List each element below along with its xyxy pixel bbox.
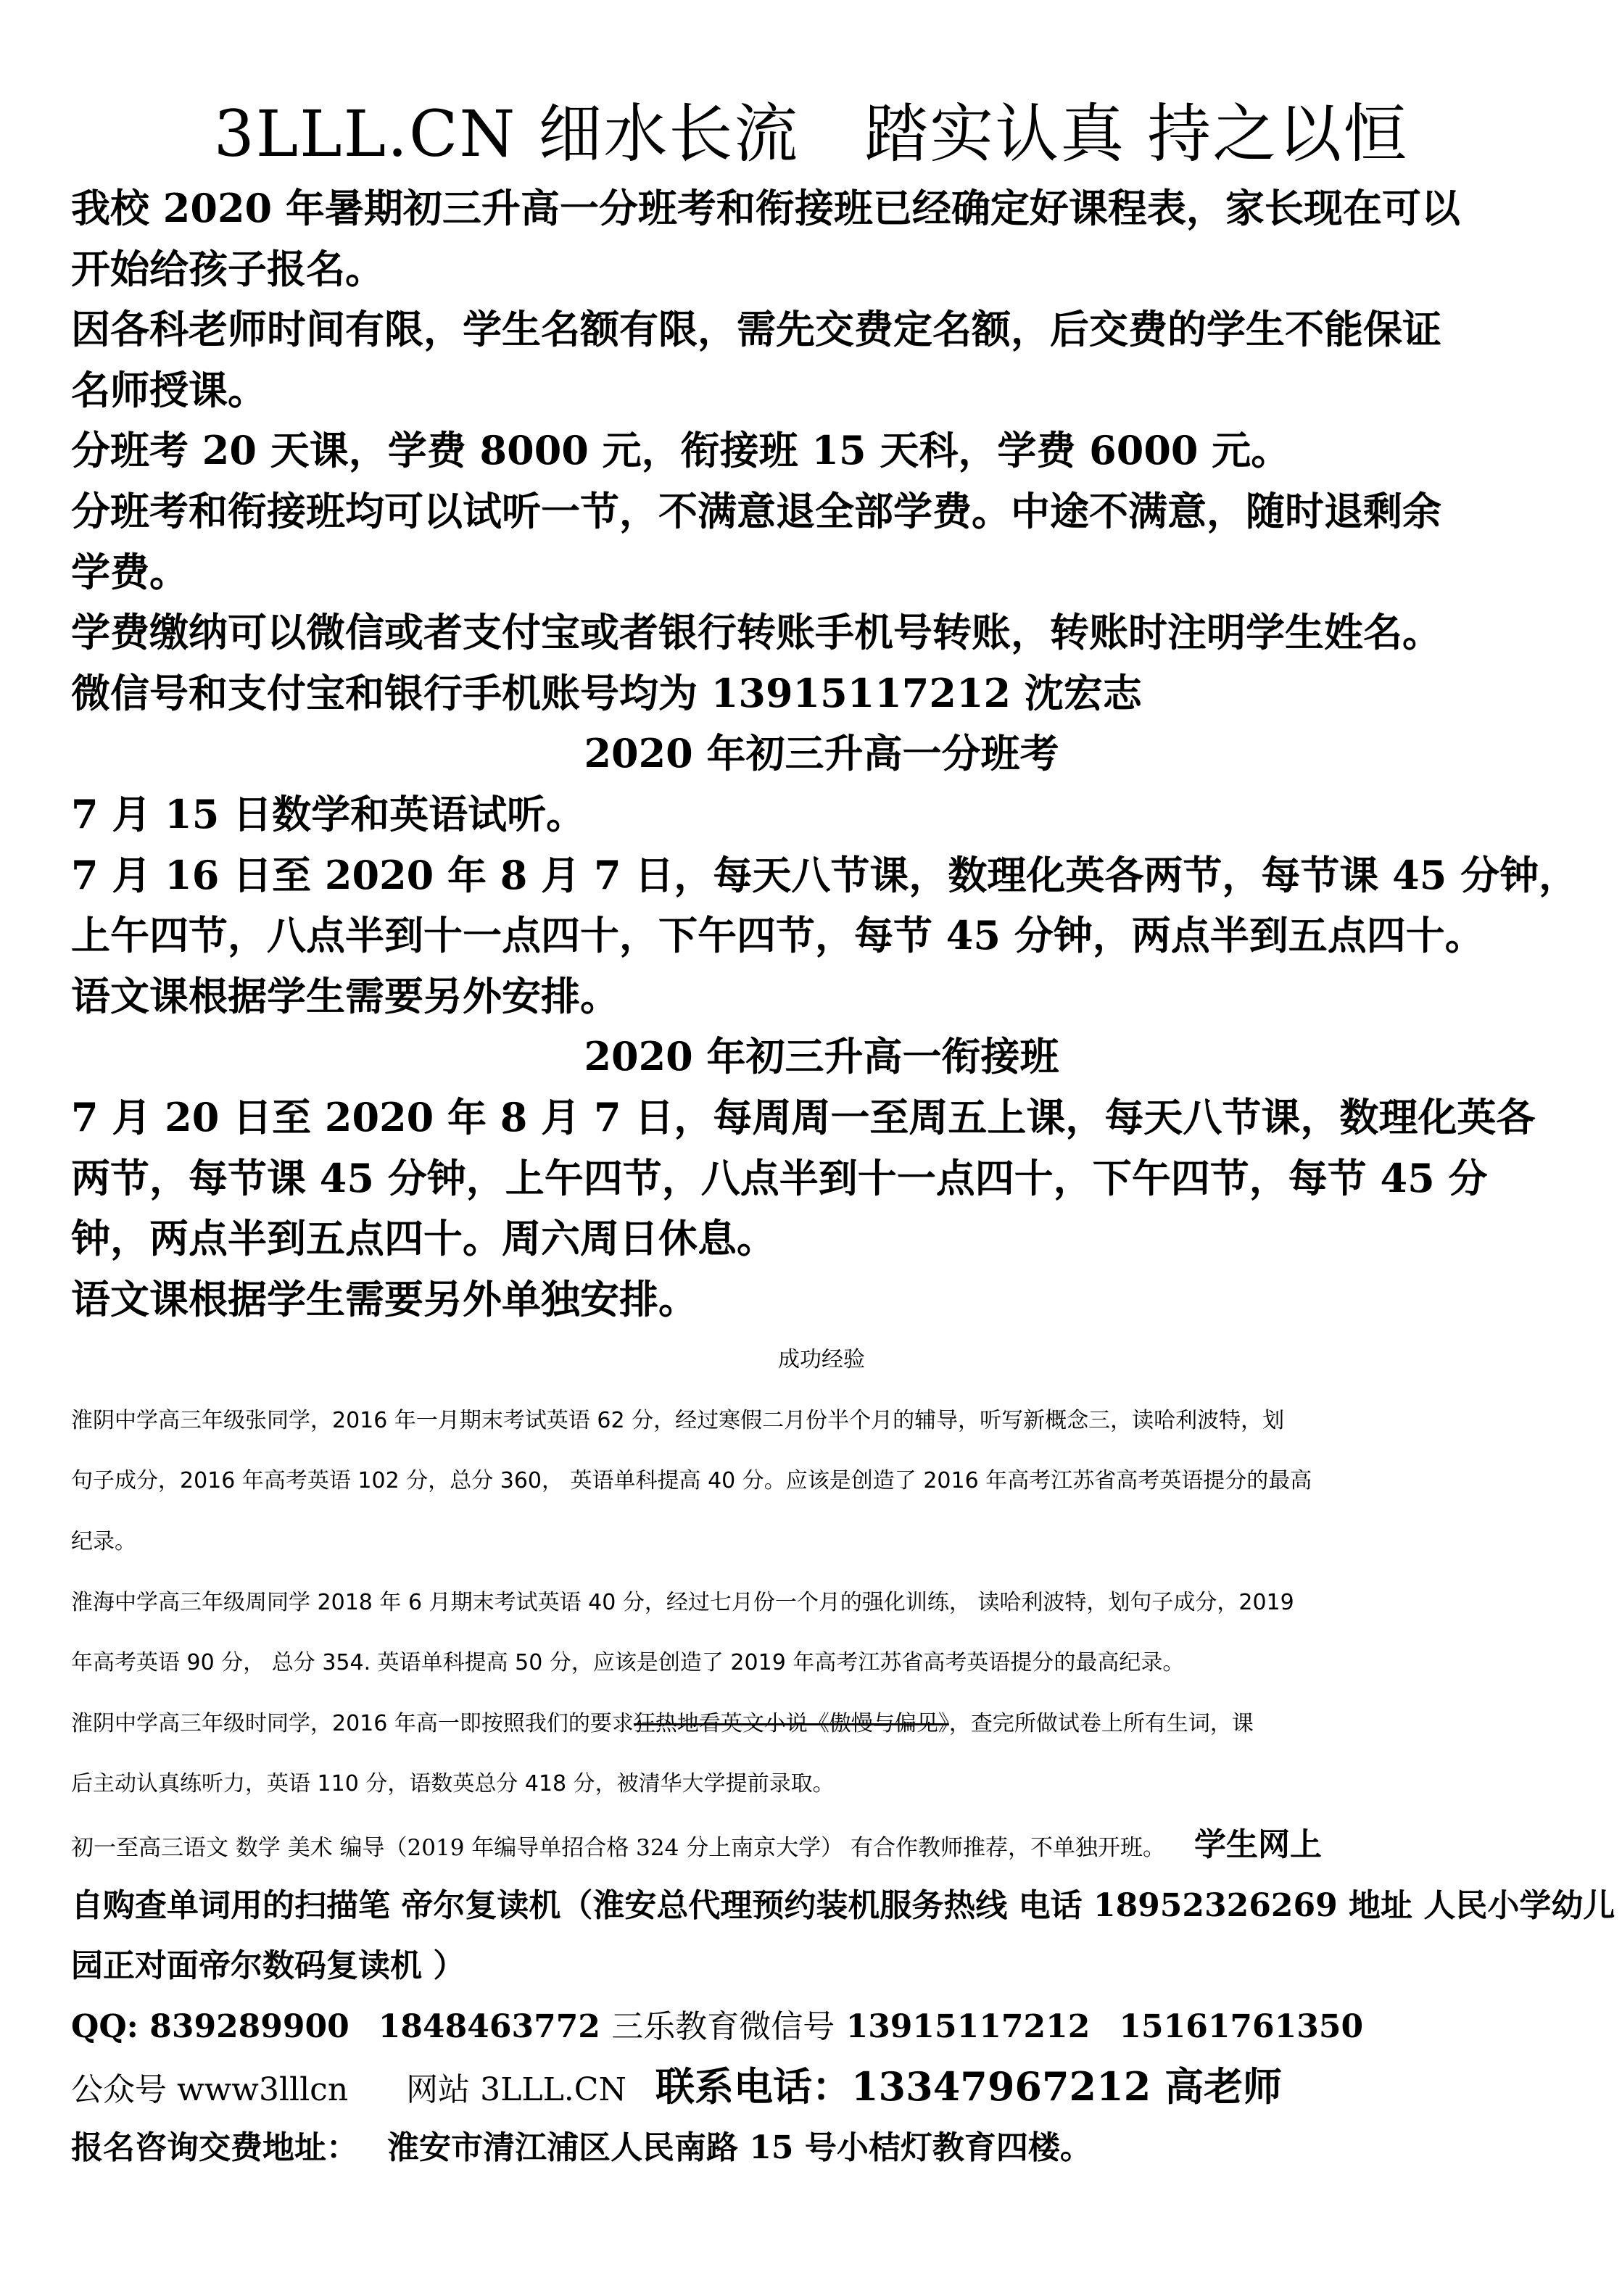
section-line: 7 月 16 日至 2020 年 8 月 7 日，每天八节课，数理化英各两节，每节课 45 分钟， xyxy=(71,851,1578,898)
success-heading: 成功经验 xyxy=(778,1347,865,1373)
section-heading: 2020 年初三升高一衔接班 xyxy=(584,1033,1059,1080)
success-text: 淮阴中学高三年级时同学，2016 年高一即按照我们的要求 xyxy=(71,1710,634,1736)
intro-line: 名师授课。 xyxy=(71,366,267,413)
contact-site-line xyxy=(71,2057,1572,2118)
address: 淮安市清江浦区人民南路 15 号小桔灯教育四楼。 xyxy=(387,2129,1092,2166)
section-line: 7 月 15 日数学和英语试听。 xyxy=(71,790,586,837)
document-body xyxy=(71,178,1615,2179)
success-line: 句子成分，2016 年高考英语 102 分，总分 360， 英语单科提高 40 分。应该是创造了 2016 年高考江苏省高考英语提分的最高 xyxy=(71,1468,1312,1494)
section-line: 7 月 20 日至 2020 年 8 月 7 日，每周周一至周五上课，每天八节课，数理化英各 xyxy=(71,1093,1536,1140)
other-text: 初一至高三语文 数学 美术 编导（2019 年编导单招合格 324 分上南京大学） 有合作教师推荐，不单独开班。 xyxy=(71,1835,1166,1862)
other-line: 园正对面帝尔数码复读机 ） xyxy=(71,1947,466,1985)
other-line xyxy=(71,1815,1572,1876)
struck-text: 狂热地看英文小说《傲慢与偏见》 xyxy=(633,1710,949,1736)
section-line: 两节，每节课 45 分钟，上午四节，八点半到十一点四十，下午四节，每节 45 分 xyxy=(71,1154,1488,1201)
success-line: 淮阴中学高三年级张同学，2016 年一月期末考试英语 62 分，经过寒假二月份半个月的辅导，听写新概念三，读哈利波特，划 xyxy=(71,1407,1285,1433)
other-line: 自购查单词用的扫描笔 帝尔复读机（淮安总代理预约装机服务热线 电话 18952326269 地址 人民小学幼儿 xyxy=(71,1886,1615,1924)
wechat-label: 三乐教育微信号 xyxy=(611,2007,835,2045)
website: 网站 3LLL.CN xyxy=(406,2071,626,2109)
success-line: 淮海中学高三年级周同学 2018 年 6 月期末考试英语 40 分，经过七月份一个月的强化训练， 读哈利波特，划句子成分，2019 xyxy=(71,1589,1294,1615)
qq2: 1848463772 xyxy=(378,2007,600,2045)
address-label: 报名咨询交费地址： xyxy=(71,2129,358,2166)
address-line xyxy=(71,2118,1572,2179)
other-text: 学生网上 xyxy=(1194,1826,1323,1864)
success-line: 后主动认真练听力，英语 110 分，语数英总分 418 分，被清华大学提前录取。 xyxy=(71,1771,835,1797)
intro-line: 学费缴纳可以微信或者支付宝或者银行转账手机号转账，转账时注明学生姓名。 xyxy=(71,609,1441,656)
success-line: 年高考英语 90 分， 总分 354. 英语单科提高 50 分，应该是创造了 2019 年高考江苏省高考英语提分的最高纪录。 xyxy=(71,1650,1185,1676)
wechat-number: 13915117212 xyxy=(845,2007,1091,2045)
qq: QQ: 839289900 xyxy=(71,2007,349,2045)
phone: 联系电话：13347967212 高老师 xyxy=(655,2063,1283,2110)
intro-line: 因各科老师时间有限，学生名额有限，需先交费定名额，后交费的学生不能保证 xyxy=(71,306,1441,353)
official-account: 公众号 www3lllcn xyxy=(71,2071,349,2109)
section-heading: 2020 年初三升高一分班考 xyxy=(584,730,1059,777)
intro-line: 开始给孩子报名。 xyxy=(71,245,384,292)
intro-line: 我校 2020 年暑期初三升高一分班考和衔接班已经确定好课程表，家长现在可以 xyxy=(71,185,1460,231)
section-line: 上午四节，八点半到十一点四十，下午四节，每节 45 分钟，两点半到五点四十。 xyxy=(71,912,1484,959)
contact-qq-line xyxy=(71,1997,1572,2057)
intro-line: 学费。 xyxy=(71,548,189,595)
success-text: ，查完所做试卷上所有生词，课 xyxy=(948,1710,1254,1736)
phone-2: 15161761350 xyxy=(1119,2007,1364,2045)
section-line: 语文课根据学生需要另外安排。 xyxy=(71,972,619,1019)
page-title: 3LLL.CN 细水长流 踏实认真 持之以恒 xyxy=(213,96,1409,171)
intro-line: 分班考 20 天课，学费 8000 元，衔接班 15 天科，学费 6000 元。 xyxy=(71,427,1291,474)
success-line: 纪录。 xyxy=(71,1529,136,1555)
section-line: 钟，两点半到五点四十。周六周日休息。 xyxy=(71,1215,776,1262)
success-line xyxy=(71,1694,1572,1754)
intro-line: 分班考和衔接班均可以试听一节，不满意退全部学费。中途不满意，随时退剩余 xyxy=(71,487,1441,534)
section-line: 语文课根据学生需要另外单独安排。 xyxy=(71,1275,698,1322)
intro-line: 微信号和支付宝和银行手机账号均为 13915117212 沈宏志 xyxy=(71,669,1142,716)
